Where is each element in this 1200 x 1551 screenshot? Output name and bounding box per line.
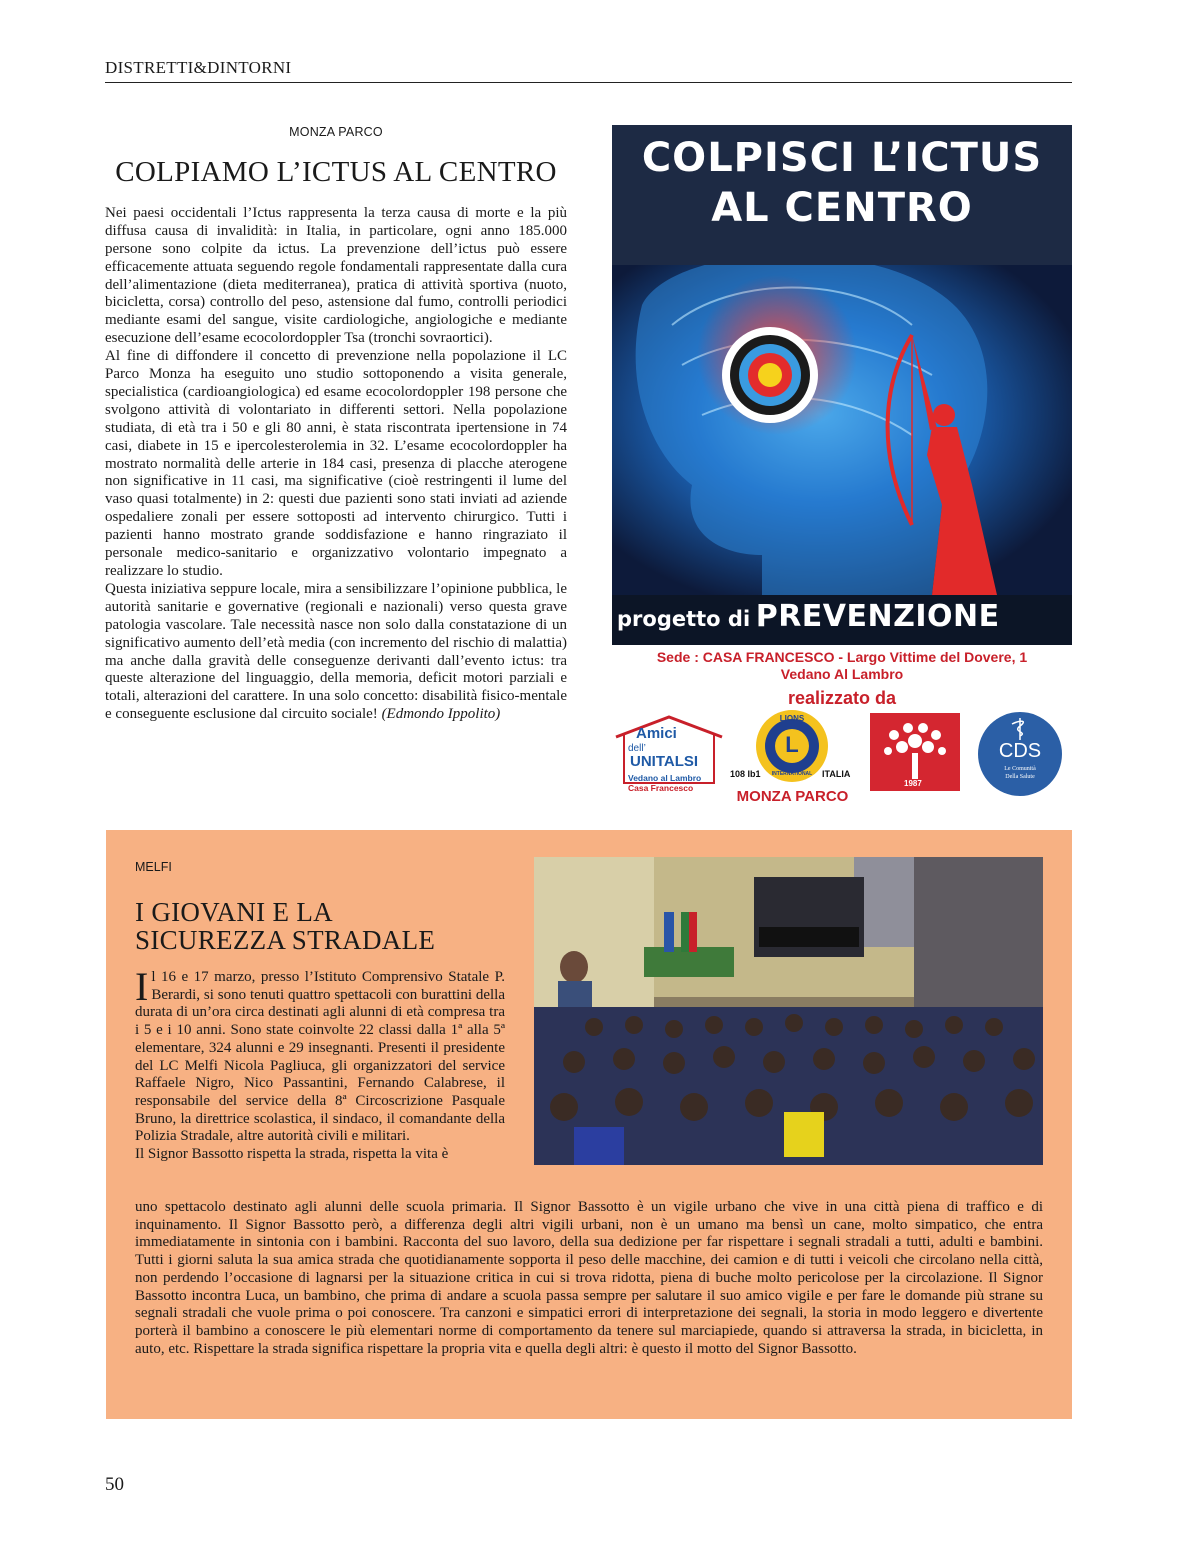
paragraph: uno spettacolo destinato agli alunni delle scuola primaria. Il Signor Bassotto è un vigile urbano che vive in una città piena di traffico e di inquinamento. Il Signor Bassotto però, a differenza degli altri vigili urbani, non è un umano ma bensì un cane, molto simpatico, che entra immediatamente in sintonia con i bambini. Racconta del suo lavoro, della sua dedizione per far rispettare i segnali stradali a tutti, adulti e bambini. Tutti i giorni saluta la sua amica strada che quotidianamente sopporta il peso delle macchine, dei camion e di tutti i veicoli che circolano nella città, non perdendo l’occasione di lagnarsi per la situazione critica in cui si trova ridotta, piena di buche molto pericolose per la circolazione. Il Signor Bassotto incontra Luca, un bambino, che prima di andare a scuola passa sempre per salutare il suo amico vigile e per fare le domande più strane su segnali stradali che vuole prima o poi conoscere. Tra canzoni e simpatici errori di interpretazione dei segnali, la storia in modo leggero e divertente porterà il bambino a conoscere le più elementari norme di comportamento da tenere sul marciapiede, quando si attraversa la strada, in bicicletta, in auto, etc. Rispettare la strada significa rispettare la propria vita e quella degli altri: è questo il motto del Signor Bassotto.	[135, 1199, 1043, 1357]
tree-logo	[870, 713, 960, 791]
page-number: 50	[105, 1474, 124, 1495]
paragraph: Al fine di diffondere il concetto di prevenzione nella popolazione il LC Parco Monza ha eseguito uno studio sottoponendo a visita generale, specialistica (cardioangiologica) ed esame ecocolordoppler 198 persone che svolgono attività di volontariato in differenti settori. Nella popolazione studiata, di età tra i 50 e gli 80 anni, è stata riscontrata ipertensione in 74 casi, diabete in 15 e ipercolesterolemia in 32. L’esame ecocolordoppler ha mostrato normalità delle arterie in 184 casi, presenza di placche aterogene non significative in 11 casi, ma significative (cioè restringenti il lume del vaso quasi totalmente) in 2: questi due pazienti sono stati inviati ad aziende ospedaliere zonali per essere sottoposti ad intervento chirurgico. Tutti i pazienti hanno mostrato grande soddisfazione e hanno ringraziato il personale medico-sanitario e organizzativo volontario impegnato a realizzare lo studio.	[105, 348, 567, 580]
paragraph	[135, 964, 505, 1146]
paragraph: Nei paesi occidentali l’Ictus rappresenta la terza causa di morte e la più diffusa causa di invalidità: in Italia, in particolare, ogni anno 185.000 persone sono colpite da ictus. La prevenzione dell’ictus può essere efficacemente attuata seguendo regole fondamentali rappresentate dalla cura dell’alimentazione (dieta mediterranea), pratica di attività sportiva (nuoto, bicicletta, corsa) controllo del peso, astensione dal fumo, controlli periodici mediante esami del sangue, visite cardiologiche, angiologiche e mediante esecuzione dell’esame ecocolordoppler Tsa (tronchi sovraortici).	[105, 204, 567, 347]
page-header	[105, 58, 1072, 83]
lions-club-logo	[730, 708, 855, 808]
article-body-continued	[135, 1199, 1043, 1358]
logo-text: UNITALSI	[630, 753, 699, 770]
article-body	[105, 205, 567, 724]
article-monza	[105, 125, 567, 724]
stroke-prevention-poster	[612, 125, 1072, 645]
poster-title	[612, 133, 1072, 233]
cds-subtitle: Le Comunità	[1004, 766, 1036, 772]
cds-logo	[978, 712, 1062, 796]
poster-title-line: AL CENTRO	[711, 185, 973, 231]
poster-title-line: COLPISCI L’ICTUS	[641, 135, 1043, 181]
paragraph-text: l 16 e 17 marzo, presso l’Istituto Comprensivo Statale P. Berardi, si sono tenuti quattro spettacoli con burattini della durata di un’ora circa destinati agli alunni di età compresa tra i 5 e i 10 anni. Sono state coinvolte 22 classi dalla 1ª alla 5ª elementare, 324 alunni e 29 insegnanti. Presenti il presidente del LC Melfi Nicola Pagliuca, gli organizzatori del service Raffaele Nigro, Nico Passantini, Fernando Calabrese, il responsabile del service della 8ª Circoscrizione Pasquale Bruno, la direttrice scolastica, il sindaco, il comandante della Polizia Stradale, altre autorità civili e militari.	[135, 969, 505, 1145]
lions-letter: L	[785, 732, 799, 757]
lions-country: ITALIA	[822, 769, 851, 779]
lions-ring-text: LIONS	[779, 714, 805, 723]
target-icon	[722, 327, 818, 423]
title-line: SICUREZZA STRADALE	[135, 925, 436, 955]
author-signature: (Edmondo Ippolito)	[381, 706, 501, 723]
caduceus-icon	[978, 714, 1062, 742]
logo-text: Amici	[636, 725, 677, 742]
section-title: DISTRETTI&DINTORNI	[105, 58, 292, 77]
paragraph-text: Questa iniziativa seppure locale, mira a sensibilizzare l’opinione pubblica, le autorità sanitarie e governative (regionali e nazionali) verso questa grave patologia vascolare. Tale necessità nasce non solo dalla constatazione di un significativo aumento dell’età media (con incremento del rischio di malattia) ma anche dalla gravità delle conseguenze derivanti dall’evento ictus: tra queste alterazione del linguaggio, della memoria, deficit motori parziali e totali, alterazioni del carattere. In una solo concetto: disabilità fisico-mentale e conseguente esclusione dal circuito sociale!	[105, 580, 567, 723]
logo-text: Vedano al Lambro	[628, 773, 702, 783]
banner-small: progetto di	[617, 607, 751, 631]
banner-large: PREVENZIONE	[755, 599, 1000, 634]
school-event-photo	[534, 857, 1043, 1165]
article-kicker: MELFI	[135, 860, 172, 874]
lions-ring-text: INTERNATIONAL	[771, 771, 813, 777]
article-body	[135, 964, 505, 1164]
auditorium-photo	[534, 857, 1043, 1165]
tree-year: 1987	[904, 779, 922, 788]
logo-text: dell’	[628, 743, 646, 754]
poster-address-city: Vedano Al Lambro	[780, 666, 904, 682]
article-title: COLPIAMO L’ICTUS AL CENTRO	[115, 156, 557, 188]
title-line: I GIOVANI E LA	[135, 897, 333, 927]
lions-code: 108 Ib1	[730, 769, 761, 779]
paragraph	[105, 581, 567, 724]
poster-address: Sede : CASA FRANCESCO - Largo Vittime del Dovere, 1	[656, 649, 1028, 665]
article-title	[135, 898, 505, 954]
drop-cap: I	[135, 964, 149, 1009]
article-kicker: MONZA PARCO	[289, 125, 383, 139]
cds-name: CDS	[998, 740, 1042, 762]
article-melfi-header	[135, 860, 505, 954]
cds-subtitle: Della Salute	[1005, 774, 1035, 780]
poster-made-by: realizzato da	[787, 688, 897, 708]
amici-unitalsi-logo	[612, 713, 727, 798]
poster-banner-text	[617, 599, 1000, 634]
paragraph: Il Signor Bassotto rispetta la strada, rispetta la vita è	[135, 1146, 449, 1163]
logo-text: Casa Francesco	[628, 783, 694, 793]
lions-club-name: MONZA PARCO	[736, 788, 849, 805]
